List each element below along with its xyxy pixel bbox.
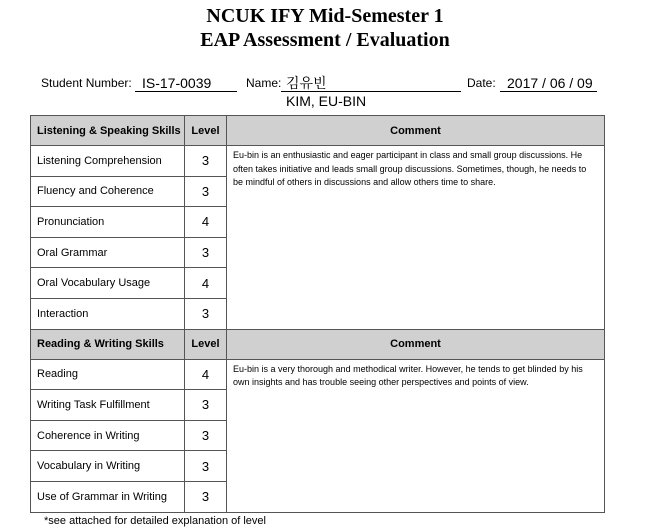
skill-name: Writing Task Fulfillment	[31, 390, 185, 421]
document-title: NCUK IFY Mid-Semester 1	[206, 5, 444, 27]
name-label: Name:	[246, 76, 282, 90]
listening-speaking-skills-header: Listening & Speaking Skills	[31, 116, 185, 146]
skill-name: Pronunciation	[31, 207, 185, 238]
assessment-table	[30, 115, 605, 513]
student-number-label: Student Number:	[41, 76, 132, 90]
skill-level: 3	[185, 176, 227, 207]
name-value-english: KIM, EU-BIN	[286, 93, 367, 109]
student-number-underline	[135, 91, 237, 92]
skill-name: Coherence in Writing	[31, 420, 185, 451]
skill-name: Fluency and Coherence	[31, 176, 185, 207]
listening-speaking-comment-header: Comment	[227, 116, 605, 146]
table-row	[31, 359, 605, 390]
skill-level: 4	[185, 268, 227, 299]
name-value: 김유빈	[286, 75, 327, 91]
student-number-value: IS-17-0039	[142, 75, 212, 91]
skill-level: 3	[185, 481, 227, 512]
document-subtitle: EAP Assessment / Evaluation	[200, 29, 450, 51]
skill-level: 3	[185, 298, 227, 329]
skill-level: 4	[185, 207, 227, 238]
skill-level: 3	[185, 146, 227, 177]
reading-writing-skills-header: Reading & Writing Skills	[31, 329, 185, 359]
skill-level: 3	[185, 420, 227, 451]
skill-name: Use of Grammar in Writing	[31, 481, 185, 512]
listening-speaking-level-header: Level	[185, 116, 227, 146]
date-value: 2017 / 06 / 09	[507, 75, 593, 91]
skill-level: 4	[185, 359, 227, 390]
name-underline	[281, 91, 461, 92]
skill-name: Listening Comprehension	[31, 146, 185, 177]
skill-name: Vocabulary in Writing	[31, 451, 185, 482]
reading-writing-header-row	[31, 329, 605, 359]
table-row	[31, 146, 605, 177]
date-underline	[500, 91, 597, 92]
listening-speaking-header-row	[31, 116, 605, 146]
skill-level: 3	[185, 451, 227, 482]
skill-name: Interaction	[31, 298, 185, 329]
date-label: Date:	[467, 76, 496, 90]
skill-name: Reading	[31, 359, 185, 390]
listening-speaking-comment: Eu-bin is an enthusiastic and eager participant in class and small group discussions. He often takes initiative and leads small group discussions. Sometimes, though, he needs to be mindful of others in discussions and allow others time to share.	[227, 146, 605, 330]
skill-name: Oral Vocabulary Usage	[31, 268, 185, 299]
skill-level: 3	[185, 237, 227, 268]
reading-writing-comment-header: Comment	[227, 329, 605, 359]
reading-writing-comment: Eu-bin is a very thorough and methodical writer. However, he tends to get blinded by his own insights and has trouble seeing other perspectives and points of view.	[227, 359, 605, 512]
skill-name: Oral Grammar	[31, 237, 185, 268]
skill-level: 3	[185, 390, 227, 421]
reading-writing-level-header: Level	[185, 329, 227, 359]
footnote: *see attached for detailed explanation of level	[44, 515, 266, 527]
